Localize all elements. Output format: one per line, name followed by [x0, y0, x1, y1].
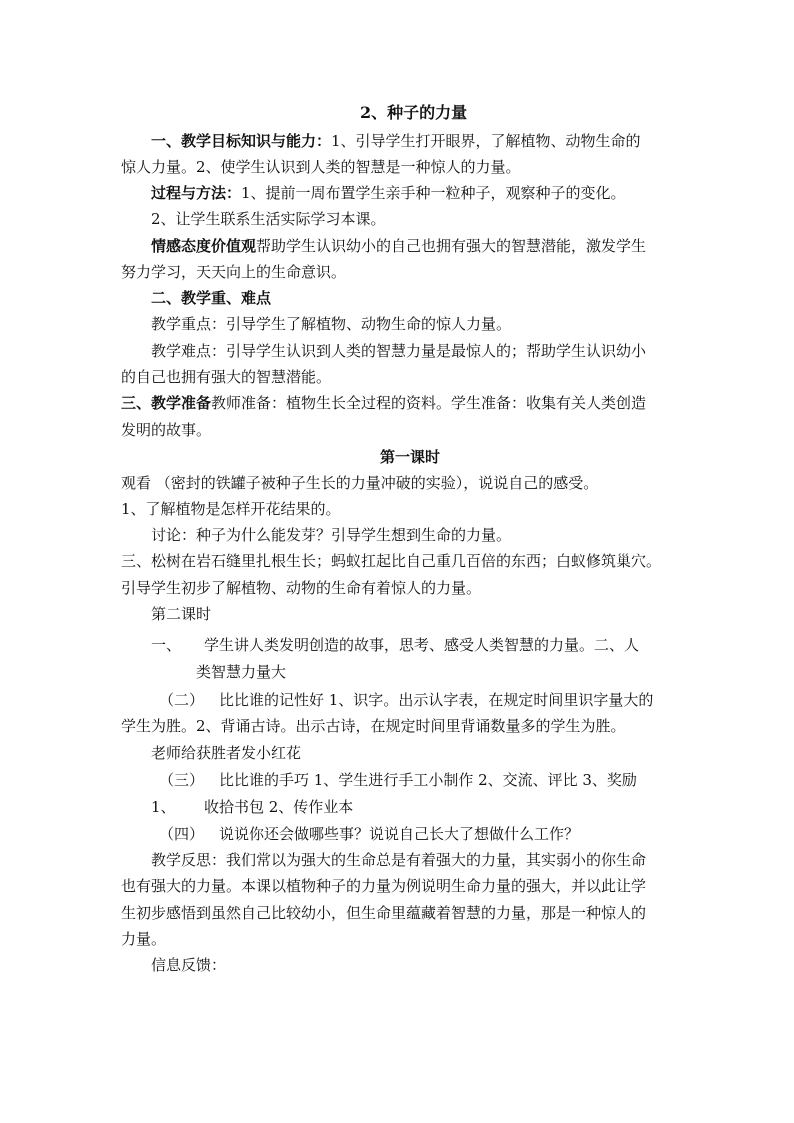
lesson2-item4-number: （四）: [159, 825, 205, 843]
lesson2-item2-text: 比比谁的记性好 1、识字。出示认字表，在规定时间里识字量大的: [219, 691, 654, 709]
lesson2-reward: 老师给获胜者发小红花: [151, 744, 302, 762]
lesson2-item2-number: （二）: [159, 691, 205, 709]
lesson1-line-4: 三、松树在岩石缝里扎根生长；蚂蚁扛起比自己重几百倍的东西；白蚁修筑巢穴。: [121, 552, 662, 570]
process-heading: 过程与方法：: [151, 184, 242, 202]
difficulty-text-cont: 的自己也拥有强大的智慧潜能。: [121, 368, 332, 386]
process-line: [151, 183, 626, 203]
keypoints-heading: 二、教学重、难点: [151, 289, 272, 307]
lesson2-item2-text-cont: 学生为胜。2、背诵古诗。出示古诗，在规定时间里背诵数量多的学生为胜。: [121, 717, 626, 735]
lesson1-line-5: 引导学生初步了解植物、动物的生命有着惊人的力量。: [121, 579, 482, 597]
goals-line-1: [151, 131, 641, 151]
emotion-text: 帮助学生认识幼小的自己也拥有强大的智慧潜能，激发学生: [256, 237, 647, 255]
lesson1-line-1: 观看 （密封的铁罐子被种子生长的力量冲破的实验），说说自己的感受。: [121, 474, 599, 492]
process-item-2: 2、让学生联系生活实际学习本课。: [151, 210, 386, 228]
reflection-line-2: 也有强大的力量。本课以植物种子的力量为例说明生命力量的强大，并以此让学: [121, 877, 647, 895]
lesson2-item1-number: 一、: [151, 636, 182, 654]
lesson2-item4-text: 说说你还会做哪些事？说说自己长大了想做什么工作？: [219, 825, 580, 843]
reflection-line-1: 教学反思：我们常以为强大的生命总是有着强大的力量，其实弱小的你生命: [151, 851, 647, 869]
lesson2-item3-text: 比比谁的手巧 1、学生进行手工小制作 2、交流、评比 3、奖励: [219, 771, 637, 789]
lesson1-line-2: 1、了解植物是怎样开花结果的。: [121, 500, 341, 518]
knowledge-text-cont: 惊人力量。2、使学生认识到人类的智慧是一种惊人的力量。: [121, 158, 521, 176]
prep-text-cont: 发明的故事。: [121, 421, 212, 439]
difficulty-text: 教学难点：引导学生认识到人类的智慧力量是最惊人的；帮助学生认识幼小: [151, 342, 647, 360]
emotion-heading: 情感态度价值观: [151, 237, 257, 255]
lesson1-heading: 第一课时: [380, 448, 441, 466]
prep-text: 教师准备：植物生长全过程的资料。学生准备：收集有关人类创造: [211, 394, 647, 412]
feedback-label: 信息反馈：: [151, 956, 227, 974]
emotion-line: [151, 236, 646, 256]
prep-heading: 三、教学准备: [121, 394, 212, 412]
lesson2-heading: 第二课时: [151, 605, 212, 623]
lesson2-item3b-number: 1、: [151, 798, 176, 816]
lesson2-item3-number: （三）: [159, 771, 205, 789]
lesson2-item3b-text: 收拾书包 2、传作业本: [204, 798, 354, 816]
document-title: 2、种子的力量: [360, 103, 468, 122]
prep-line: [121, 393, 646, 413]
reflection-line-3: 生初步感悟到虽然自己比较幼小，但生命里蕴藏着智慧的力量，那是一种惊人的: [121, 904, 647, 922]
lesson2-item1-text-cont: 类智慧力量大: [196, 663, 287, 681]
goals-heading: 一、教学目标知识与能力：: [151, 132, 332, 150]
reflection-line-4: 力量。: [121, 930, 167, 948]
process-text: 1、提前一周布置学生亲手种一粒种子，观察种子的变化。: [241, 184, 626, 202]
knowledge-text: 1、引导学生打开眼界，了解植物、动物生命的: [331, 132, 641, 150]
focus-text: 教学重点：引导学生了解植物、动物生命的惊人力量。: [151, 315, 512, 333]
lesson1-line-3: 讨论：种子为什么能发芽？引导学生想到生命的力量。: [151, 526, 512, 544]
lesson2-item1-text: 学生讲人类发明创造的故事，思考、感受人类智慧的力量。二、人: [204, 636, 640, 654]
emotion-text-cont: 努力学习，天天向上的生命意识。: [121, 263, 347, 281]
